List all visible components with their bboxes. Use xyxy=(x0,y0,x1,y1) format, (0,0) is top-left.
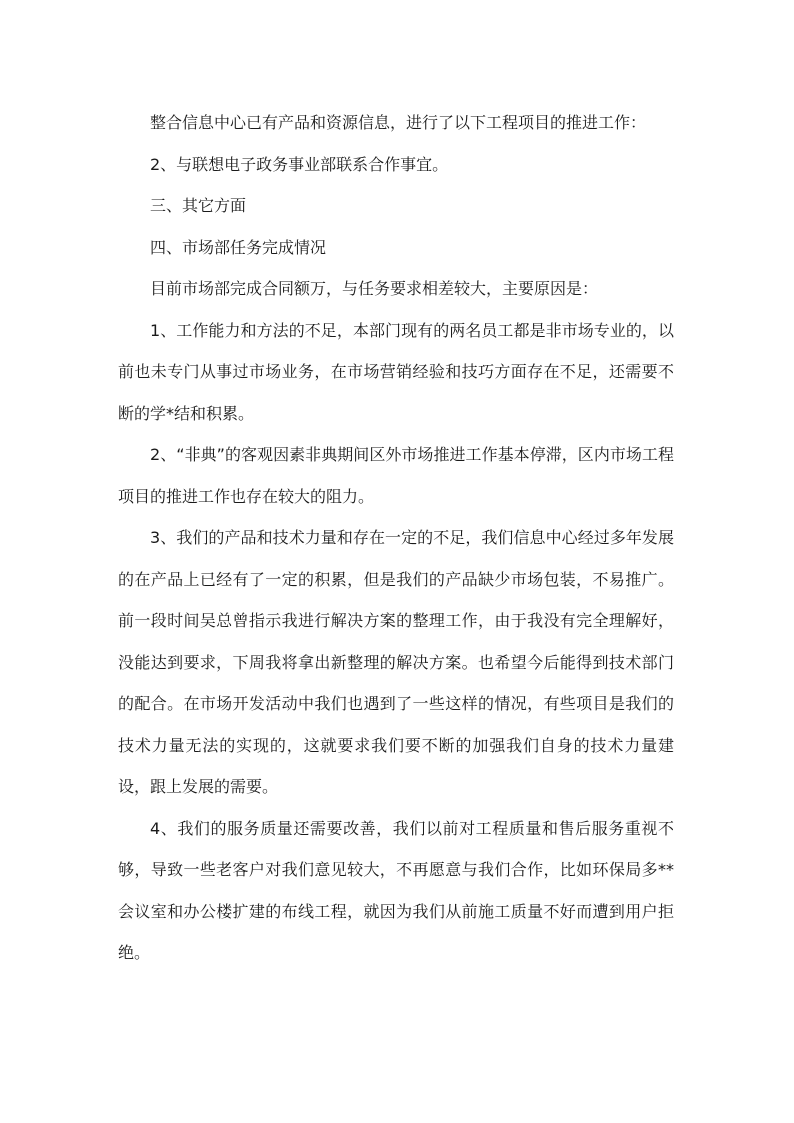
paragraph-item-2-lenovo: 2、与联想电子政务事业部联系合作事宜。 xyxy=(150,154,449,174)
paragraph-reason-2: 2、“非典”的客观因素非典期间区外市场推进工作基本停滞，区内市场工程项目的推进工作也存在较大的阻力。 xyxy=(118,445,674,506)
paragraph-intro: 整合信息中心已有产品和资源信息，进行了以下工程项目的推进工作： xyxy=(150,113,647,132)
document-body xyxy=(118,102,674,974)
paragraph-reason-3: 3、我们的产品和技术力量和存在一定的不足，我们信息中心经过多年发展的在产品上已经有了一定的积累，但是我们的产品缺少市场包装，不易推广。前一段时间吴总曾指示我进行解决方案的整理工作，由于我没有完全理解好，没能达到要求，下周我将拿出新整理的解决方案。也希望今后能得到技术部门的配合。在市场开发活动中我们也遇到了一些这样的情况，有些项目是我们的技术力量无法的实现的，这就要求我们要不断的加强我们自身的技术力量建设，跟上发展的需要。 xyxy=(118,528,674,796)
section-heading-market-tasks: 四、市场部任务完成情况 xyxy=(150,237,327,257)
paragraph-reason-4: 4、我们的服务质量还需要改善，我们以前对工程质量和售后服务重视不够，导致一些老客户对我们意见较大，不再愿意与我们合作，比如环保局多**会议室和办公楼扩建的布线工程，就因为我们从前施工质量不好而遭到用户拒绝。 xyxy=(118,818,674,962)
section-heading-other: 三、其它方面 xyxy=(150,196,247,215)
paragraph-market-summary: 目前市场部完成合同额万，与任务要求相差较大，主要原因是： xyxy=(150,279,599,298)
paragraph-reason-1: 1、工作能力和方法的不足，本部门现有的两名员工都是非市场专业的，以前也未专门从事过市场业务，在市场营销经验和技巧方面存在不足，还需要不断的学*结和积累。 xyxy=(118,320,674,423)
